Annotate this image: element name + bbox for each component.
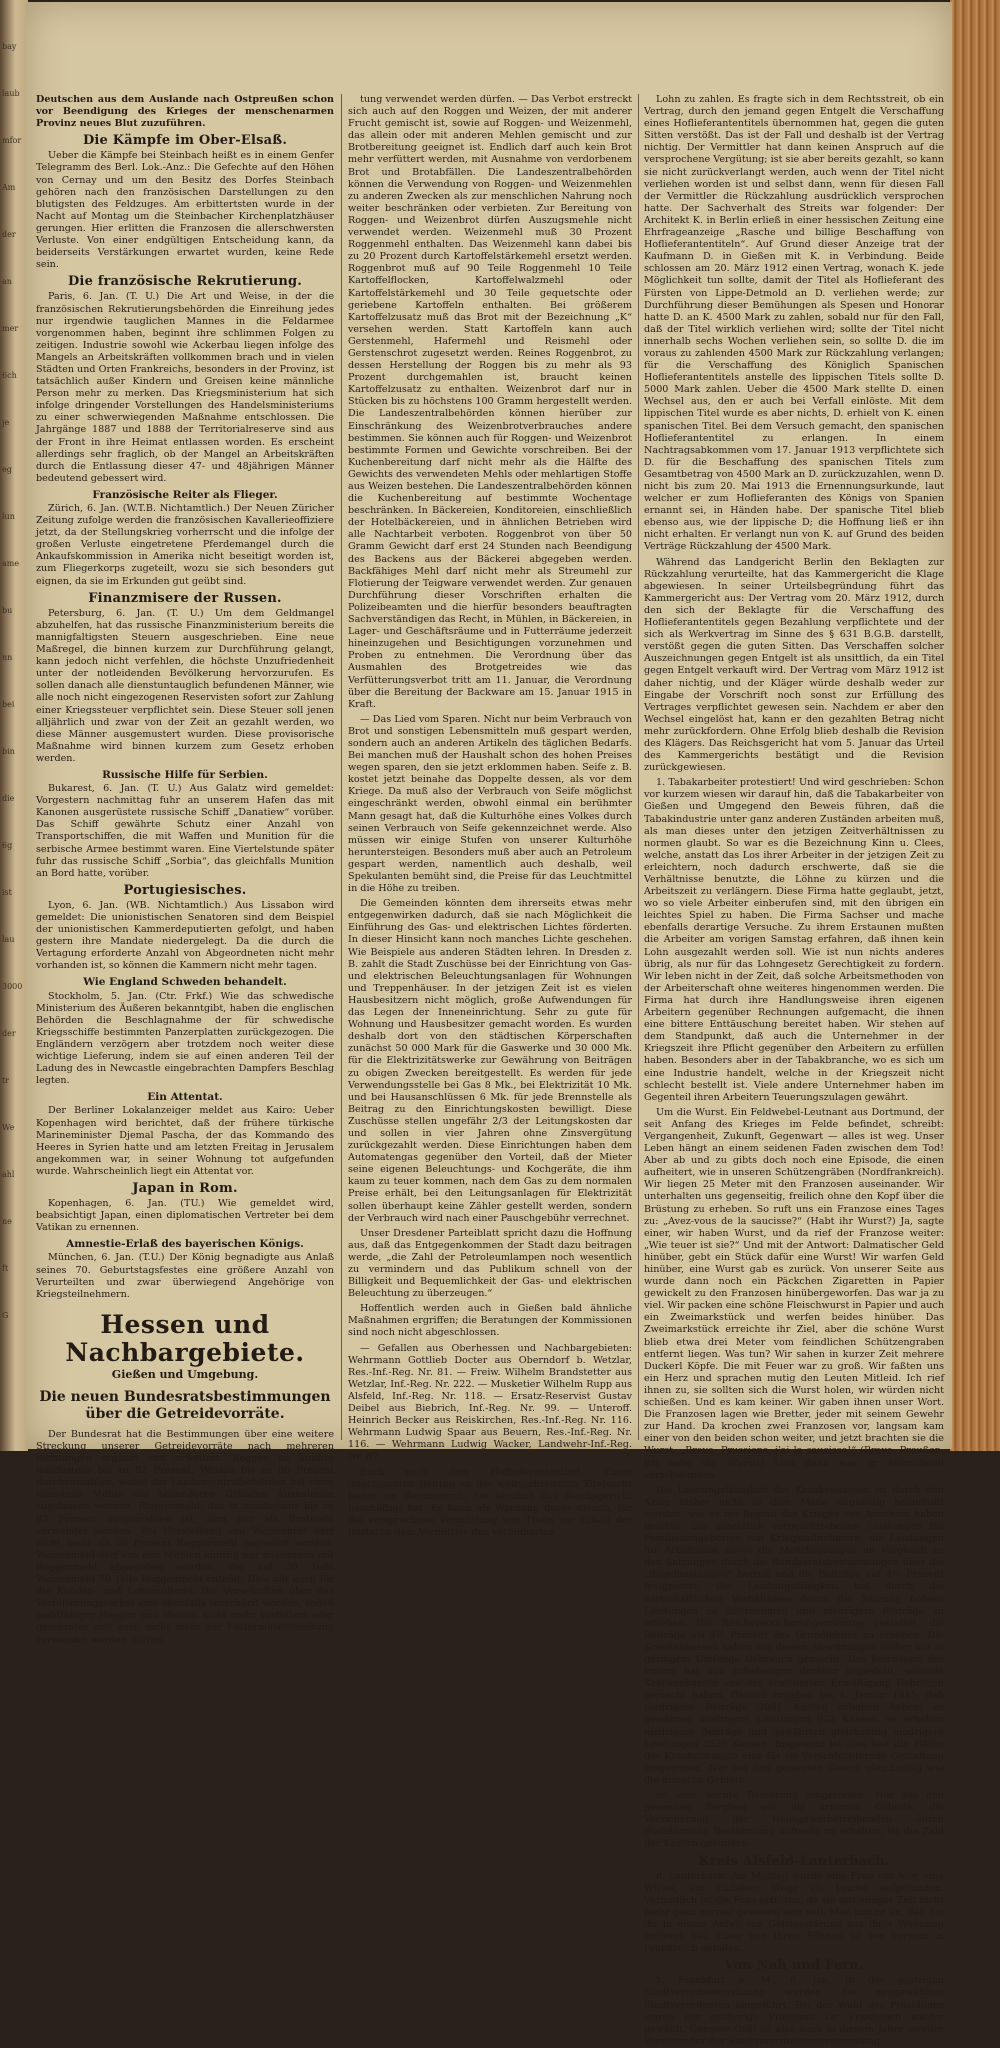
- newspaper-page: [26, 2, 952, 2047]
- binding-edge-fragment: mfor: [2, 136, 22, 145]
- binding-edge-fragment: die: [2, 794, 15, 803]
- article-body: tung verwendet werden dürfen. — Das Verbot erstreckt sich auch auf den Roggen und Weizen, der mit anderer Frucht gemischt ist, sowie auf Roggen- und Weizenmehl, das allein oder mit anderen Mehlen gemischt und zur Brotbereitung geeignet ist. Endlich darf auch kein Brot mehr verfüttert werden, mit Ausnahme von verdorbenem Brot und Brotabfällen. Die Landeszentralbehörden können die Verwendung von Roggen- und Weizenmehlen zu anderen Zwecken als zur menschlichen Nahrung noch weiter beschränken oder verbieten. Zur Bereitung von Roggen- und Weizenbrot dürfen Auszugsmehle nicht verwendet werden. Weizenmehl muß 30 Prozent Roggenmehl enthalten. Das Weizenmehl kann dabei bis zu 20 Prozent durch Kartoffelstärkemehl ersetzt werden. Roggenbrot muß auf 90 Teile Roggenmehl 10 Teile Kartoffelflocken, Kartoffelwalzmehl oder Kartoffelstärkemehl und 30 Teile gequetschte oder geriebene Kartoffeln enthalten. Bei größerem Kartoffelzusatz muß das Brot mit der Bezeichnung „K“ versehen werden. Statt Kartoffeln kann auch Gerstenmehl, Hafermehl und Reismehl oder Gerstenschrot zugesetzt werden. Reines Roggenbrot, zu dessen Herstellung der Roggen bis zu mehr als 93 Prozent durchgemahlen ist, braucht keinen Kartoffelzusatz zu enthalten. Weizenbrot darf nur in Stücken bis zu höchstens 100 Gramm hergestellt werden. Die Landeszentralbehörden können hierüber zur Einschränkung des Weizenbrotverbrauches andere bestimmen. Sie können auch für Roggen- und Weizenbrot bestimmte Formen und Gewichte vorschreiben. Bei der Kuchenbereitung darf nicht mehr als die Hälfte des Gewichts des verwendeten Mehls oder mehlartigen Stoffe aus Weizen bestehen. Die Landeszentralbehörden können die Kuchenbereitung auf bestimmte Wochentage beschränken. In Bäckereien, Konditoreien, einschließlich der Hotelbäckereien, und in ähnlichen Betrieben wird alle Nachtarbeit verboten. Roggenbrot von über 50 Gramm Gewicht darf erst 24 Stunden nach Beendigung des Backens aus der Bäckerei abgegeben werden. Backfähiges Mehl darf nicht mehr als Streumehl zur Flotierung der Teigware verwendet werden. Zur genauen Durchführung dieser Vorschriften erhalten die Polizeibeamten und die hierfür besonders beauftragten Sachverständigen das Recht, in Mühlen, in Bäckereien, in Lager- und Geschäftsräume und in Futterräume jederzeit hineinzugehen und Besichtigungen vorzunehmen und Proben zu entnehmen. Die Verordnung über das Ausmahlen des Brotgetreides wie das Verfütterungsverbot tritt am 11. Januar, die Verordnung über die Bereitung der Backware am 15. Januar 1915 in Kraft.: [348, 94, 632, 710]
- article-body: Unser Dresdener Parteiblatt spricht dazu die Hoffnung aus, daß das Entgegenkommen der Stadt dazu beitragen werde, „die Zahl der Petroleumlampen noch wesentlich zu vermindern und das Publikum schnell von der Billigkeit und Bequemlichkeit der Gas- und elektrischen Beleuchtung zu überzeugen.“: [348, 1227, 632, 1300]
- article-body: k. Frankfurt a. M., 6. Jan. In der gestrigen Stadtverordnetensitzung wurden die neugewählten Stadtverordneten eingeführt. Bei der Wahl des Präsidiums wurde der seitherige Präsident Dr. Friedleben wieder gewählt. Genosse Gräf ist also auch in diesem Jahre zweiter Vorsitzender der Stadtverordnetenversammlung.: [644, 1975, 944, 2047]
- headline-schweden: Wie England Schweden behandelt.: [83, 976, 287, 989]
- headline-nah-fern: Von Nah und Fern.: [724, 1958, 864, 1974]
- binding-edge-fragment: lun: [2, 512, 15, 521]
- binding-edge-fragment: bu: [2, 606, 13, 615]
- article-body: — Das Lied vom Sparen. Nicht nur beim Verbrauch von Brot und sonstigen Lebensmitteln muß gespart werden, sondern auch an anderen Artikeln des täglichen Bedarfs. Bei manchen muß der Haushalt schon des hohen Preises wegen sparen, den sie jetzt erklommen haben. Seife z. B. kostet jetzt beinahe das Doppelte dessen, als vor dem Kriege. Da muß also der Verbrauch von Seife möglichst eingeschränkt werden, obwohl einmal ein berühmter Mann gesagt hat, daß die Kulturhöhe eines Volkes durch seinen Verbrauch von Seife gekennzeichnet werde. Also müssen wir einige Stufen von unserer Kulturhöhe heruntersteigen. Besonders muß aber auch an Petroleum gespart werden, namentlich auch deshalb, weil Spekulanten bemüht sind, die Preise für das Leuchtmittel in die Höhe zu treiben.: [348, 713, 632, 895]
- article-body: Bukarest, 6. Jan. (T. U.) Aus Galatz wird gemeldet: Vorgestern nachmittag fuhr an unserem Hafen das mit Kanonen ausgerüstete russische Schiff „Danatiew“ vorüber. Das Schiff gewährte Schutz einer Anzahl von Transportschiffen, die mit Waffen und Munition für die serbische Armee bestimmt waren. Eine Viertelstunde später fuhr das russische Schiff „Sorbia“, das gleichfalls Munition an Bord hatte, vorüber.: [36, 783, 334, 879]
- binding-edge-fragment: bei: [2, 700, 15, 709]
- binding-edge-fragment: 6ch: [2, 371, 17, 380]
- headline-reiter: Französische Reiter als Flieger.: [92, 488, 278, 501]
- article-body: Zürich, 6. Jan. (W.T.B. Nichtamtlich.) Der Neuen Züricher Zeitung zufolge werden die französischen Kavallerieoffiziere jetzt, da der Stellungskrieg vorherrscht und die infolge der großen Verluste eingetretene Pferdemangel durch die Ankaufskommission in Amerika nicht beseitigt worden ist, zum Fliegerkorps zugeteilt, wozu sie sich besonders gut eignen, da sie im Erkunden gut geübt sind.: [36, 503, 334, 587]
- column-rule: [638, 94, 639, 1440]
- headline-serbien: Russische Hilfe für Serbien.: [102, 768, 268, 781]
- binding-edge-fragment: der: [2, 230, 16, 239]
- headline-amnestie: Amnestie-Erlaß des bayerischen Königs.: [66, 1238, 304, 1251]
- article-body: München, 6. Jan. (T.U.) Der König begnadigte aus Anlaß seines 70. Geburtstagsfestes eine größere Anzahl von Verurteilten und zwar überwiegend Angehörige von Kriegsteilnehmern.: [36, 1252, 334, 1300]
- binding-edge-fragment: 6g: [2, 841, 13, 850]
- binding-edge-fragment: ame: [2, 559, 20, 568]
- article-body: d. Lauterbach. Am Montag wurde eine Frau von hier, eine Witwe, am Eudolser Wege als Leiche aufgefunden. Vermutlich ist die Frau erfroren, da sie seit einiger Zeit nicht mehr ganz normal gewesen sein soll. Man nimmt an, daß bei ihr in einem Anfall von Geistesstörung aus ihrer Wohnung entfernt hat. Einer von ihren Söhnen ist vor kurzem in Frankreich gefallen.: [644, 1870, 944, 1955]
- binding-edge-fragment: lau: [2, 935, 15, 944]
- article-body: Kopenhagen, 6. Jan. (TU.) Wie gemeldet wird, beabsichtigt Japan, einen diplomatischen Vertreter bei dem Vatikan zu ernennen.: [36, 1198, 334, 1234]
- headline-finanz: Finanzmisere der Russen.: [88, 590, 282, 606]
- article-body: Hoffentlich werden auch in Gießen bald ähnliche Maßnahmen ergriffen; die Beratungen der Kommissionen sind noch nicht abgeschlossen.: [348, 1303, 632, 1339]
- article-body: ist eine leichte Besserung eingetreten. Nur bei den gesamten Bergbau wie die ärmeren Gebiete, die Versicherung der Hausgewerbetreibenden durch Statutarische Bestimmung aufrecht zu erhalten, ist die Zahl der Kassen gesunken.: [644, 1790, 944, 1850]
- binding-edge-fragment: nn: [2, 653, 13, 662]
- article-body: Der Berliner Lokalanzeiger meldet aus Kairo: Ueber Kopenhagen wird berichtet, daß der frühere türkische Marineminister Djemal Pascha, der das Kommando des Heeres in Syrien hatte und am letzten Freitag in Jerusalem angekommen war, in seiner Wohnung tot aufgefunden wurde. Wahrscheinlich liegt ein Attentat vor.: [36, 1105, 334, 1177]
- headline-japan: Japan in Rom.: [132, 1180, 238, 1196]
- column-rule: [341, 94, 342, 1440]
- article-body: Der Bundesrat hat die Bestimmungen über eine weitere Streckung unserer Getreidevorräte nach mehreren Richtungen ergänzt und erweitert. Roggen ist künftig mindestens bis zu 82 Prozent, Weizen bis zu 80 Prozent durchzumahlen, wobei der Landeszentralbehörden bei einer einzelnen Mühle aus besonderen Gründen Ausnahmen zugelassen werden. Roggenmehl, das in mindestens bis zu 82 Prozent ausgemahlen ist, darf nur als Brotmehl verwendet werden. Bei Herstellung von Weizenbrot darf nicht mehr als 30 Prozent Roggenmehl zugesetzt werden. Weizenmehl darf von den Mühlen künftig nur zusammen mit Roggenmehl abgegeben werden, die auf 30 Teile Weizenmehl 70 Teile Roggenmehl enthält. Dies gilt auch für die Kunden- und Lohnmüllerei. Die Vorschriften über das Verfütterungsverbot sind ebenfalls verschärft worden, sodaß mahlfähiger Roggen und Weizen nicht mehr verfüttert oder geschrotet und auch nicht mehr zur Futtermittelbereitung verwendet werden dürfen.: [36, 1428, 334, 1646]
- article-body: Euch noch dem Hoflieferantentitel. Einen interessanten Beitrag zu der weitverbreiteten Titelsucht bietet ein Rechtsstreit, der kürzlich das Reichsgericht beschäftigt hat. Er kann als Warnung davor dienen, für die versprochene Vermittlung von Titeln vor Erhalt der letzteren dem Vermittler den vereinbarten: [348, 1466, 632, 1538]
- article-body: Ueber die Kämpfe bei Steinbach heißt es in einem Genfer Telegramm des Berl. Lok.-Anz.: Die Gefechte auf den Höhen von Cernay und um den Besitz des Dorfes Steinbach gehören nach den französischen Darstellungen zu den blutigsten des Feldzuges. Am erbittertsten wurde in der Nacht auf Montag um die Steinbacher Kirchenplatzhäuser gerungen. Hier erlitten die Franzosen die allerschwersten Verluste. Von einer endgültigen Entscheidung kann, da beiderseits Verstärkungen erwartet wurden, keine Rede sein.: [36, 150, 334, 271]
- headline-attentat: Ein Attentat.: [147, 1091, 223, 1104]
- column-1: [36, 94, 334, 1646]
- binding-edge-fragment: der: [2, 1029, 16, 1038]
- headline-portugal: Portugiesisches.: [123, 882, 247, 898]
- binding-edge-fragment: eg: [2, 465, 12, 474]
- binding-edge-fragment: G: [2, 1311, 9, 1320]
- article-body: 1. Tabakarbeiter protestiert! Und wird geschrieben: Schon vor kurzem wiesen wir darauf hin, daß die Tabakarbeiter von Gießen und Umgegend den Beweis führen, daß die Tabakindustrie unter ganz anderen Zuständen arbeiten muß, als man dieses unter den jetzigen Zeitverhältnissen zu normen glaubt. So war es die Bezeichnung Kinn u. Clees, welche, anstatt das Los ihrer Arbeiter in der jetzigen Zeit zu erleichtern, noch dadurch erschwerte, daß sie die Verhältnisse benutzte, die Löhne zu kürzen und die Arbeitszeit zu verlängern. Diese Firma hatte geglaubt, jetzt, wo so viele Arbeiter einberufen sind, mit den übrigen ein leichtes Spiel zu haben. Die Firma Sachser und mache ebenfalls derartige Versuche. Zu ihrem Erstaunen mußten die Arbeiter am vorigen Samstag erfahren, daß ihnen kein Lohn ausgezahlt werden soll. Wie ist nun nichts anderes übrig, als nur für das Lohngesetz Gerechtigkeit zu fordern. Wir leben nicht in der Zeit, daß solche Arbeitsmethoden von der Arbeiterschaft ohne weiteres hingenommen werden. Die Firma hat durch ihre Handlungsweise ihren eigenen Arbeitern gegenüber Rechnungen aufgemacht, die ihnen eine bittere Enttäuschung bereitet haben. Wir stehen auf dem Standpunkt, daß auch die Unternehmer in der Kriegszeit ihre Pflicht gegenüber den Arbeitern zu erfüllen haben. Besonders aber in der Tabakbranche, wo es sich um eine Industrie handelt, welche in der Kriegszeit nicht schlecht bestellt ist. Viele andere Unternehmer haben im Gegenteil ihren Arbeitern Teuerungszulagen gewährt.: [644, 777, 944, 1103]
- article-body: — Gefallen aus Oberhessen und Nachbargebieten: Wehrmann Gottlieb Docter aus Oberndorf b. Wetzlar, Res.-Inf.-Reg. Nr. 81. — Freiw. Wilhelm Brandstetter aus Wetzlar, Inf.-Reg. Nr. 222. — Musketier Wilhelm Rupp aus Alsfeld, Inf.-Reg. Nr. 118. — Ersatz-Reservist Gustav Deibel aus Biebrich, Inf.-Reg. Nr. 99. — Unteroff. Heinrich Becker aus Reiskirchen, Res.-Inf.-Reg. Nr. 116. Wehrmann Ludwig Spaar aus Beuern, Res.-Inf.-Reg. Nr. 116. — Wehrmann Ludwig Wacker, Landwehr-Inf.-Reg. Nr. 87.: [348, 1342, 632, 1463]
- binding-edge-fragment: ne: [2, 1217, 12, 1226]
- article-body: Petersburg, 6. Jan. (T. U.) Um dem Geldmangel abzuhelfen, hat das russische Finanzministerium bereits die mannigfaltigsten Steuern ausgeschrieben. Eine neue Maßregel, die binnen kurzem zur Durchführung gelangt, kann jedoch nicht verfehlen, die höchste Unzufriedenheit unter der notleidenden Bevölkerung hervorzurufen. Es sollen danach alle dienstuntauglich befundenen Männer, wie alle noch nicht eingezogenen Reservisten sofort zur Zahlung einer Kriegssteuer verpflichtet sein. Diese Steuer soll jenen alljährlich und zwar von der Zeit an gezahlt werden, wo diese Männer ausgemustert wurden. Diese provisorische Maßnahme wird binnen kurzem zum Gesetz erhoben werden.: [36, 607, 334, 764]
- binding-edge-right: [950, 0, 1000, 1451]
- binding-edge-fragment: bay: [2, 42, 17, 51]
- binding-edge-fragment: ahl: [2, 1170, 15, 1179]
- article-body: Stockholm, 5. Jan. (Ctr. Frkf.) Wie das schwedische Ministerium des Äußeren bekanntgibt, haben die englischen Behörden die Beschlagnahme der für schwedische Kriegsschiffe bestimmten Panzerplatten zurückgezogen. Die Engländern verzögern aber trotzdem noch weiter diese wichtige Lieferung, indem sie auf einen anderen Teil der Ladung des in Newcastle eingebrachten Dampfers Beschlag legten.: [36, 990, 334, 1087]
- article-body: Die Gemeinden könnten dem ihrerseits etwas mehr entgegenwirken dadurch, daß sie nach Möglichkeit die Einführung des Gas- und elektrischen Lichtes förderten. In dieser Hinsicht kann noch manches Lichte geschehen. Wie Beispiele aus anderen Städten lehren. In Dresden z. B. zahlt die Stadt Zuschüsse bei der Einrichtung von Gas- und elektrischen Beleuchtungsanlagen für Wohnungen und Treppenhäuser. In der jetzigen Zeit ist es vielen Hausbesitzern nicht möglich, große Aufwendungen für das Legen der Inneneinrichtung. Sehr zu gute für Wohnung und Hausbesitzer gemacht worden. Es wurden deshalb dort von den städtischen Körperschaften zunächst 50 000 Mark für die Gaswerke und 30 000 Mk. für die Elektrizitätswerke zur Gewährung von Beiträgen zu obigen Zwecken bereitgestellt. Es werden für jede Verwendungsstelle bei Gas 8 Mk., bei Elektrizität 10 Mk. und bei Hausanschlüssen 6 Mk. für jede Brennstelle als Beitrag zu den Einrichtungskosten bewilligt. Diese Zuschüsse stellen ungefähr 2/3 der Leitungskosten dar und sollen in vier Jahren ohne Zinsvergütung zurückgezahlt werden. Diese Einrichtungen haben dem Automatengas gegenüber den Vorteil, daß der Mieter seine eigenen Beleuchtungs- und Kochgeräte, die ihm kaum zu teuer kommen, nach dem Gas zu dem normalen Preise erhält, bei den Leitungsanlagen für Elektrizität sollen überhaupt keine Zähler gestellt werden, sondern der Verbrauch wird nach einer Pauschgebühr verrechnet.: [348, 898, 632, 1224]
- binding-edge-fragment: an: [2, 277, 12, 286]
- binding-edge-fragment: We: [2, 1123, 15, 1132]
- section-subtitle: Gießen und Umgebung.: [111, 1367, 259, 1381]
- article-body: Lohn zu zahlen. Es fragte sich in dem Rechtsstreit, ob ein Vertrag, durch den jemand gegen Entgelt die Verschaffung eines Hoflieferantentitels übernommen hat, gegen die guten Sitten verstößt. Das ist der Fall und deshalb ist der Vertrag nichtig. Der Vermittler hat dann keinen Anspruch auf die versprochene Vergütung; ist sie aber bereits gezahlt, so kann sie nicht zurückverlangt werden, auch wenn der Titel nicht verliehen worden ist und selbst dann, wenn für diesen Fall der Vermittler die Rückzahlung ausdrücklich versprochen hatte. Der Sachverhalt des Streits war folgender: Der Architekt K. in Berlin erließ in einer hessischen Zeitung eine Ehrfrageanzeige „Rasche und billige Beschaffung von Hoflieferantentiteln“. Auf Grund dieser Anzeige trat der Kaufmann D. in Gießen mit K. in Verbindung. Beide schlossen am 20. März 1912 einen Vertrag, wonach K. jede Möglichkeit tun sollte, damit der Titel als Hoflieferant des Fürsten von Lippe-Detmold an D. verliehen werde; zur Durchführung dieser Bemühungen als Spesen und Honorar hatte D. an K. 4500 Mark zu zahlen, sobald nur für den Fall, daß der Titel wirklich verliehen wird; sollte der Titel nicht innerhalb sechs Wochen verliehen sein, so sollte D. die im voraus zu zahlenden 4500 Mark zur Rückzahlung verlangen; für die Verschaffung des Königlich Spanischen Hoflieferantentitels anstelle des lippischen Titels sollte D. 5000 Mark zahlen. Ueber die 4500 Mark stellte D. einen Wechsel aus, den er auch bei Verfall einlöste. Mit dem lippischen Titel wurde es aber nichts, D. erhielt von K. einen spanischen Titel. Bei dem Versuch gemacht, den spanischen Hoflieferantentitel zu erlangen. In einem Nachtragsabkommen vom 17. Januar 1913 verpflichtete sich D. für die Beschaffung des spanischen Titels zum Gesamtbetrag von 4500 Mark an D. zurückzuzahlen, wenn D. nicht bis zum 20. Mai 1913 die Ernennungsurkunde, laut welcher er zum Hoflieferanten des Königs von Spanien ernannt sei, in Händen habe. Der spanische Titel blieb ebenso aus, wie der lippische D; die Hoffnung ließ er ihn nicht erhalten. Er verlangt nun von K. auf Grund des beiden Verträge Rückzahlung der 4500 Mark.: [644, 94, 944, 553]
- binding-edge-left: [0, 0, 28, 1451]
- binding-edge-fragment: mer: [2, 324, 19, 333]
- binding-edge-fragment: ft: [2, 1264, 9, 1273]
- binding-edge-fragment: laub: [2, 89, 20, 98]
- section-title: Hessen und Nachbargebiete.: [65, 1309, 305, 1367]
- binding-edge-fragment: tr: [2, 1076, 10, 1085]
- headline-kreis: Kreis Alsfeld-Lauterbach.: [698, 1853, 890, 1869]
- binding-edge-fragment: Am: [2, 183, 16, 192]
- article-body: Während das Landgericht Berlin den Beklagten zur Rückzahlung verurteilte, hat das Kammergericht die Klage abgewiesen. In seiner Urteilsbegründung führt das Kammergericht aus: Der Vertrag vom 20. März 1912, durch den sich der Beklagte für die Verschaffung des Hoflieferantentitels gegen Bezahlung verpflichtete und der sich als Werkvertrag im Sinne des § 631 B.G.B. darstellt, verstößt gegen die guten Sitten. Das Verschaffen solcher Auszeichnungen gegen Entgelt ist als unsittlich, da ein Titel gegen Entgelt verkauft wird. Der Vertrag vom März 1912 ist daher nichtig, und der Kläger würde deshalb weder zur Eingabe der Vorschrift noch sonst zur Erfüllung des Vertrages verpflichtet gewesen sein. Nachdem er aber den Wechsel eingelöst hat, kann er den gezahlten Betrag nicht mehr zurückfordern. Ohne Erfolg blieb deshalb die Revision des Klägers. Das Reichsgericht hat vom 5. Januar das Urteil des Kammergerichts bestätigt und die Revision zurückgewiesen.: [644, 556, 944, 774]
- article-body: Um die Wurst. Ein Feldwebel-Leutnant aus Dortmund, der seit Anfang des Krieges im Felde befindet, schreibt: Vergangenheit, Zukunft, Gegenwart — alles ist weg. Unser Leben hängt an einem seidenen Faden zwischen dem Tod! Aber ab und zu gibts doch noch eine Episode, die einen aufheitert, wie in unseren Schützengräben (Nordfrankreich). Wir liegen 25 Meter mit den Franzosen auseinander. Wir unterhalten uns gegenseitig, freilich ohne den Kopf über die Brüstung zu erheben. So ruft uns ein Franzose eines Tages zu: „Avez-vous de la saucisse?“ (Habt ihr Wurst?) Ja, sagte einer, wir haben Wurst, und da rief der Franzose weiter: „Wie teuer ist sie?“ Und mit der Antwort: Dalmatischer Geld hinüber, gebt ein Stück dafür eine Wurst! Wir warfen Geld hinüber, eine Wurst gab es zurück. Von unserer Seite aus wurde dann noch ein Päckchen Zigaretten in Papier gewickelt zu den Franzosen hinübergeworfen. Das war ja zu viel. Wir packen eine schöne Fleischwurst in Papier und auch ein Zweimarkstück und werfen beides hinüber. Das Zweimarkstück erreichte ihr Ziel, aber die schöne Wurst blieb etwa drei Meter vom feindlichen Schützengraben entfernt liegen. Was tun? Wir sahen in kurzer Zeit mehrere Duckerl Köpfe. Die mit Feuer war zu groß. Wir faßten uns ein Herz und sprachen mutig den Leuten Mitleid. Ich rief ihnen zu, sie sollten sich die Wurst holen, wir würden nicht schießen. Und es kam keiner. Wir gaben ihnen unser Wort. Die Franzosen lagen wie Bretter, jeder mit seinem Gewehr zur Hand. Da krochen zwei Franzosen vor, langsam kam einer von den beiden schon weiter, und jetzt brachten sie die Wurst. „Bravo, Prussiens, j'ai la saucisse!“ (Bravo, Preußen, ich habe die Wurst!) Und dann war er blitzschnell verschwunden.: [644, 1106, 944, 1481]
- column-2: [348, 94, 632, 1538]
- column-3: [644, 94, 944, 2047]
- binding-edge-fragment: je: [2, 418, 10, 427]
- binding-edge-fragment: 3000: [2, 982, 23, 991]
- headline-oberelsass: Die Kämpfe im Ober-Elsaß.: [82, 133, 288, 149]
- article-body: Lyon, 6. Jan. (WB. Nichtamtlich.) Aus Lissabon wird gemeldet: Die unionistischen Senatoren sind dem Beispiel der unionistischen Kammerdeputierten gefolgt, und haben gestern ihre Mandate niedergelegt. Da die durch die Vertagung erforderte Anzahl von Abgeordneten nicht mehr vorhanden ist, so können die Kammern nicht mehr tagen.: [36, 899, 334, 972]
- binding-edge-fragment: ist: [2, 888, 12, 897]
- binding-edge-fragment: bin: [2, 747, 15, 756]
- headline-getreide: Die neuen Bundesratsbestimmungen über die Getreidevorräte.: [39, 1388, 331, 1422]
- headline-rekrutierung: Die französische Rekrutierung.: [67, 274, 303, 290]
- article-body: Die Leistungsfähigkeit der Krankenkassen ist durch den Krieg bisher nicht in dem Maße ungünstig beeinflußt worden, wie es bei Beginn des Krieges den Anschein haben mochte. Die gesetzlich vorgeschriebenen Leistungen für Familienangehörige von Kriegsteilnehmern, die Leistungen für Arbeitslose sowie die Mehrleistungen im Vergleich zu den Satzungen durch die Bundesratsbestimmungen über die „Regelleistungen“ befreit und die Beiträge auf 4½ Prozent festgesetzt. Die Leistungsfähigkeit hat durch die wirtschaftlichen Verhältnisse durch die Satzung höhere Leistungen zu übernehmen und niedrigere Beiträge zu erheben. Die Reichsversicherungsordnung gestattet, die Beiträge als 4½ Prozent des Grundlohnes zu erheben. Die Krankenkassen haben von diesen Anordnungen bisher nur in geringem Umfange Gebrauch gemacht. Das Reichsamt des Innern hat nun Erhebungen darüber angestellt, wieviele Krankenkassen von der erweiterten Ermäßigung Gebrauch gemacht haben. Danach ergaben bis 1. Januar 1915, daß niedrigere Beiträge 2091 Kassen erhoben haben; es gewähren niedrigere Leistungen 922 Kassen; es erhoben niedrigere Beiträge und gewährten gleichzeitig niedrigere Leistungen 3539 Kassen. Insgesamt ist also fast die Hälfte der Krankenkassen eine für sie Verschlechternde Gestaltung eingetreten. Nur bei den gesamten Gesetz gleichzeitig wie die ärmeren Gebiete.: [644, 1484, 944, 1786]
- article-continuation: Deutschen aus dem Auslande nach Ostpreußen schon vor Beendigung des Krieges der menschenarmen Provinz neues Blut zuzuführen.: [36, 94, 334, 130]
- article-body: Paris, 6. Jan. (T. U.) Die Art und Weise, in der die französischen Rekrutierungsbehörden die Einreihung jedes nur irgendwie tauglichen Mannes in die Feldarmee vorgenommen haben, beginnt ihre schlimmen Folgen zu zeitigen. Industrie sowohl wie Ackerbau liegen infolge des Mangels an Arbeitskräften vollkommen brach und in vielen Städten und Orten Frankreichs, besonders in der Provinz, ist tatsächlich außer Kindern und Greisen keine männliche Person mehr zu merken. Das Kriegsministerium hat sich infolge dringender Vorstellungen des Handelsministeriums zu einer schwerwiegenden Maßnahme entschlossen. Die Jahrgänge 1887 und 1888 der Territorialreserve sind aus der Front in ihre Heimat entlassen worden. Es erscheint allerdings sehr fraglich, ob der Mangel an Arbeitskräften durch die Entlassung dieser 47- und 48jährigen Männer bedeutend gebessert wird.: [36, 291, 334, 484]
